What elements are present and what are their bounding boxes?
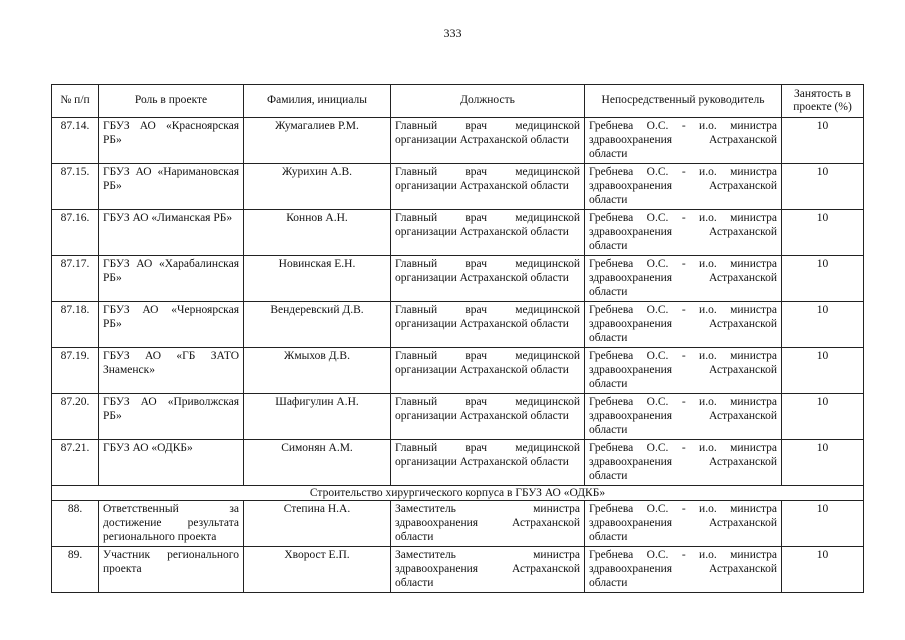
table-row [52,440,864,486]
row-occupancy: 10 [782,210,864,256]
header-role: Роль в проекте [99,85,244,118]
row-number: 87.15. [52,164,99,210]
table-row [52,210,864,256]
row-occupancy: 10 [782,440,864,486]
section-row [52,486,864,501]
row-role: ГБУЗ АО «Лиманская РБ» [99,210,244,256]
row-occupancy: 10 [782,302,864,348]
row-role: ГБУЗ АО «Приволжская РБ» [99,394,244,440]
table-row [52,394,864,440]
table-row [52,256,864,302]
row-number: 87.19. [52,348,99,394]
row-occupancy: 10 [782,501,864,547]
row-name: Жмыхов Д.В. [244,348,391,394]
row-role: ГБУЗ АО «Красноярская РБ» [99,118,244,164]
table-body-section [52,486,864,501]
row-position: Главный врач медицинской организации Астраханской области [391,302,585,348]
row-number: 87.20. [52,394,99,440]
row-manager: Гребнева О.С. - и.о. министра здравоохранения Астраханской области [585,302,782,348]
row-role: Ответственный за достижение результата регионального проекта [99,501,244,547]
row-role: ГБУЗ АО «ГБ ЗАТО Знаменск» [99,348,244,394]
row-manager: Гребнева О.С. - и.о. министра здравоохранения Астраханской области [585,164,782,210]
row-number: 88. [52,501,99,547]
table-row [52,164,864,210]
row-number: 87.21. [52,440,99,486]
row-manager: Гребнева О.С. - и.о. министра здравоохранения Астраханской области [585,394,782,440]
table-row [52,348,864,394]
row-occupancy: 10 [782,118,864,164]
row-manager: Гребнева О.С. - и.о. министра здравоохранения Астраханской области [585,256,782,302]
row-occupancy: 10 [782,256,864,302]
table-row [52,501,864,547]
row-manager: Гребнева О.С. - и.о. министра здравоохранения Астраханской области [585,440,782,486]
header-occupancy: Занятость в проекте (%) [782,85,864,118]
row-position: Главный врач медицинской организации Астраханской области [391,394,585,440]
row-number: 87.17. [52,256,99,302]
row-role: ГБУЗ АО «ОДКБ» [99,440,244,486]
row-name: Новинская Е.Н. [244,256,391,302]
row-number: 87.14. [52,118,99,164]
row-manager: Гребнева О.С. - и.о. министра здравоохранения Астраханской области [585,547,782,593]
row-position: Главный врач медицинской организации Астраханской области [391,164,585,210]
row-position: Заместитель министра здравоохранения Астраханской области [391,547,585,593]
row-position: Главный врач медицинской организации Астраханской области [391,440,585,486]
header-manager: Непосредственный руководитель [585,85,782,118]
row-name: Хворост Е.П. [244,547,391,593]
header-position: Должность [391,85,585,118]
table-body-hospitals [52,118,864,486]
row-name: Шафигулин А.Н. [244,394,391,440]
row-role: ГБУЗ АО «Черноярская РБ» [99,302,244,348]
header-name: Фамилия, инициалы [244,85,391,118]
row-position: Заместитель министра здравоохранения Астраханской области [391,501,585,547]
row-position: Главный врач медицинской организации Астраханской области [391,256,585,302]
row-role: ГБУЗ АО «Харабалинская РБ» [99,256,244,302]
row-name: Жумагалиев Р.М. [244,118,391,164]
table-row [52,547,864,593]
row-occupancy: 10 [782,547,864,593]
row-role: Участник регионального проекта [99,547,244,593]
row-name: Коннов А.Н. [244,210,391,256]
row-manager: Гребнева О.С. - и.о. министра здравоохранения Астраханской области [585,501,782,547]
row-manager: Гребнева О.С. - и.о. министра здравоохранения Астраханской области [585,348,782,394]
row-number: 89. [52,547,99,593]
row-position: Главный врач медицинской организации Астраханской области [391,348,585,394]
row-role: ГБУЗ АО «Наримановская РБ» [99,164,244,210]
row-occupancy: 10 [782,348,864,394]
table-body-surgical-building [52,501,864,593]
row-name: Журихин А.В. [244,164,391,210]
section-title: Строительство хирургического корпуса в ГБУЗ АО «ОДКБ» [52,486,864,501]
row-name: Вендеревский Д.В. [244,302,391,348]
row-manager: Гребнева О.С. - и.о. министра здравоохранения Астраханской области [585,118,782,164]
row-position: Главный врач медицинской организации Астраханской области [391,118,585,164]
table-row [52,118,864,164]
table-header-row [52,85,864,118]
row-number: 87.18. [52,302,99,348]
row-name: Симонян А.М. [244,440,391,486]
row-position: Главный врач медицинской организации Астраханской области [391,210,585,256]
page-number: 333 [443,26,462,40]
project-team-table [51,84,864,593]
row-occupancy: 10 [782,394,864,440]
row-number: 87.16. [52,210,99,256]
header-num: № п/п [52,85,99,118]
row-manager: Гребнева О.С. - и.о. министра здравоохранения Астраханской области [585,210,782,256]
row-name: Степина Н.А. [244,501,391,547]
row-occupancy: 10 [782,164,864,210]
table-row [52,302,864,348]
